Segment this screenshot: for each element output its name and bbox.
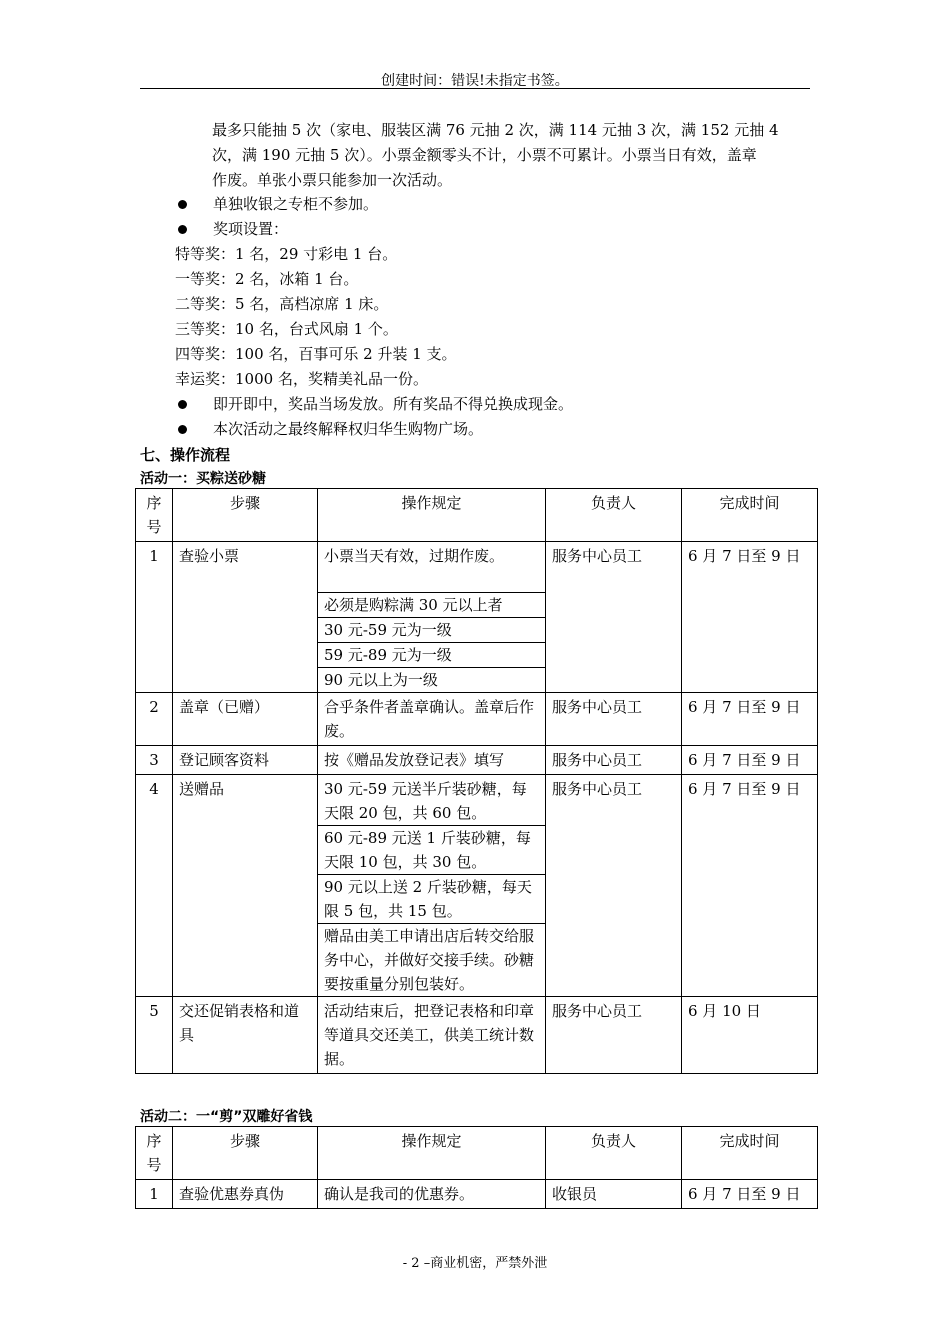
row-no: 4 (136, 775, 173, 997)
table-header-row (136, 1127, 818, 1180)
intro-line: 作废。单张小票只能参加一次活动。 (212, 171, 453, 189)
row-time: 6 月 7 日至 9 日 (682, 746, 818, 775)
row-owner: 服务中心员工 (546, 693, 682, 746)
table-row (136, 1180, 818, 1209)
row-no: 1 (136, 1180, 173, 1209)
bullet-text: 即开即中，奖品当场发放。所有奖品不得兑换成现金。 (213, 395, 574, 413)
prize-line: 四等奖：100 名，百事可乐 2 升装 1 支。 (175, 345, 457, 363)
prize-line: 二等奖：5 名，高档凉席 1 床。 (175, 295, 389, 313)
row-rules (318, 542, 546, 693)
section-title: 七、操作流程 (140, 446, 231, 464)
rule-item: 小票当天有效，过期作废。 (318, 544, 545, 593)
row-owner: 服务中心员工 (546, 997, 682, 1074)
row-rules: 按《赠品发放登记表》填写 (318, 746, 546, 775)
row-owner: 服务中心员工 (546, 542, 682, 693)
row-time: 6 月 7 日至 9 日 (682, 775, 818, 997)
bullet-text: 单独收银之专柜不参加。 (213, 195, 379, 213)
row-time: 6 月 10 日 (682, 997, 818, 1074)
page-footer: - 2 –商业机密，严禁外泄 (402, 1256, 548, 1271)
col-header-time: 完成时间 (682, 1127, 818, 1180)
row-step: 查验小票 (173, 542, 318, 693)
table-header-row (136, 489, 818, 542)
bullet-text: 奖项设置： (213, 220, 289, 238)
row-no: 1 (136, 542, 173, 693)
rule-item: 59 元-89 元为一级 (318, 643, 545, 668)
row-time: 6 月 7 日至 9 日 (682, 693, 818, 746)
col-header-time: 完成时间 (682, 489, 818, 542)
col-header-step: 步骤 (173, 1127, 318, 1180)
row-step: 送赠品 (173, 775, 318, 997)
prize-line: 一等奖：2 名，冰箱 1 台。 (175, 270, 359, 288)
row-step: 交还促销表格和道具 (173, 997, 318, 1074)
rule-item: 赠品由美工申请出店后转交给服务中心，并做好交接手续。砂糖要按重量分别包装好。 (324, 927, 535, 993)
rule-item: 必须是购粽满 30 元以上者 (318, 593, 545, 618)
col-header-no: 序号 (136, 1127, 173, 1180)
intro-line: 次，满 190 元抽 5 次）。小票金额零头不计，小票不可累计。小票当日有效，盖章 (212, 146, 757, 164)
row-time: 6 月 7 日至 9 日 (682, 542, 818, 693)
col-header-step: 步骤 (173, 489, 318, 542)
row-no: 3 (136, 746, 173, 775)
page-header: 创建时间：错误!未指定书签。 (381, 73, 569, 89)
row-time: 6 月 7 日至 9 日 (682, 1180, 818, 1209)
table-row (136, 775, 818, 997)
rule-item: 30 元-59 元为一级 (318, 618, 545, 643)
prize-line: 幸运奖：1000 名，奖精美礼品一份。 (175, 370, 428, 388)
header-rule (140, 88, 810, 89)
row-step: 查验优惠券真伪 (173, 1180, 318, 1209)
rule-item: 90 元以上送 2 斤装砂糖，每天限 5 包，共 15 包。 (318, 875, 545, 924)
row-step: 登记顾客资料 (173, 746, 318, 775)
rule-item: 60 元-89 元送 1 斤装砂糖，每天限 10 包，共 30 包。 (318, 826, 545, 875)
col-header-owner: 负责人 (546, 489, 682, 542)
prize-line: 三等奖：10 名，台式风扇 1 个。 (175, 320, 398, 338)
row-owner: 服务中心员工 (546, 746, 682, 775)
rule-item: 90 元以上为一级 (324, 671, 438, 689)
row-owner: 收银员 (546, 1180, 682, 1209)
bullet-dot-icon (178, 225, 187, 234)
col-header-rules: 操作规定 (318, 489, 546, 542)
row-no: 2 (136, 693, 173, 746)
intro-line: 最多只能抽 5 次（家电、服装区满 76 元抽 2 次，满 114 元抽 3 次，满 152 元抽 4 (212, 121, 779, 139)
activity2-title: 活动二：一“剪”双雕好省钱 (140, 1109, 313, 1125)
table-row (136, 997, 818, 1074)
bullet-dot-icon (178, 425, 187, 434)
row-no: 5 (136, 997, 173, 1074)
table-row (136, 542, 818, 693)
col-header-owner: 负责人 (546, 1127, 682, 1180)
col-header-rules: 操作规定 (318, 1127, 546, 1180)
bullet-text: 本次活动之最终解释权归华生购物广场。 (213, 420, 484, 438)
activity1-table (135, 488, 818, 1074)
activity1-title: 活动一：买粽送砂糖 (140, 471, 266, 487)
col-header-no: 序号 (136, 489, 173, 542)
prize-line: 特等奖：1 名，29 寸彩电 1 台。 (175, 245, 398, 263)
row-owner: 服务中心员工 (546, 775, 682, 997)
row-rules: 确认是我司的优惠券。 (318, 1180, 546, 1209)
row-step: 盖章（已赠） (173, 693, 318, 746)
bullet-dot-icon (178, 200, 187, 209)
row-rules: 活动结束后，把登记表格和印章等道具交还美工，供美工统计数据。 (318, 997, 546, 1074)
row-rules (318, 775, 546, 997)
row-rules: 合乎条件者盖章确认。盖章后作废。 (318, 693, 546, 746)
bullet-dot-icon (178, 400, 187, 409)
table-row (136, 746, 818, 775)
activity2-table (135, 1126, 818, 1209)
table-row (136, 693, 818, 746)
rule-item: 30 元-59 元送半斤装砂糖，每天限 20 包，共 60 包。 (318, 777, 545, 826)
